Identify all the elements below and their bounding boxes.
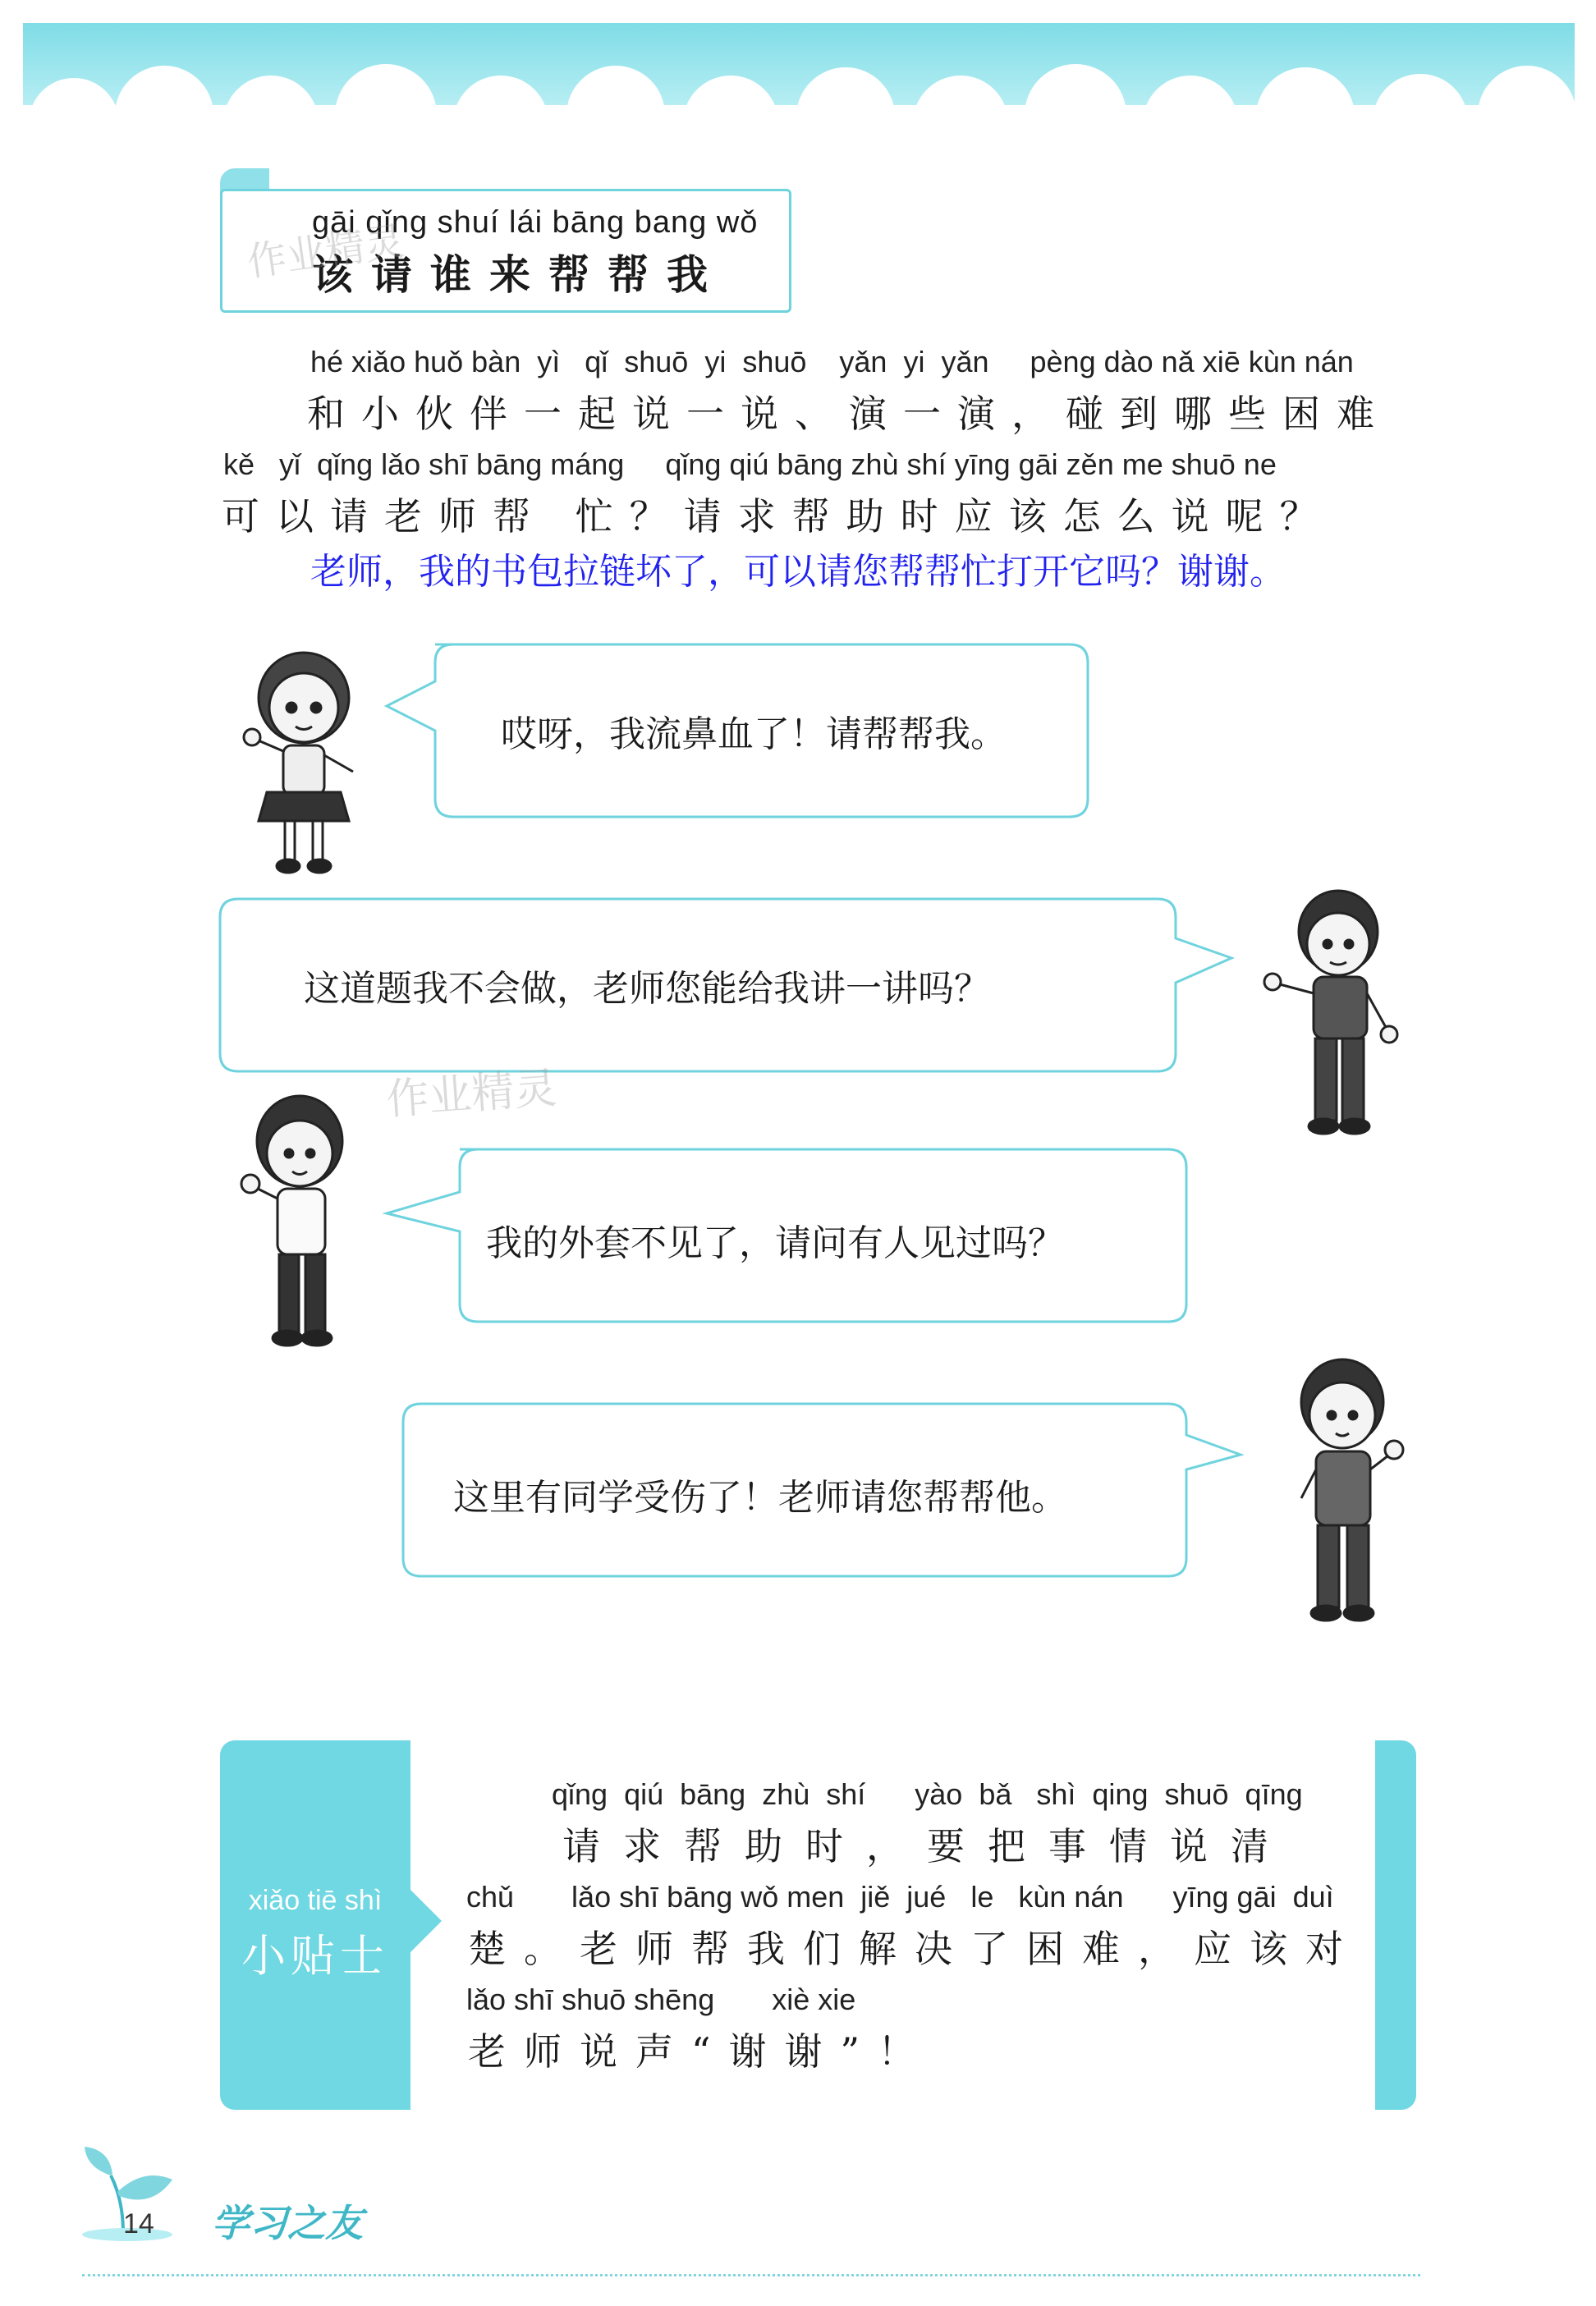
- instruction-line1-pinyin: hé xiǎo huǒ bàn yì qǐ shuō yi shuō yǎn yi yǎn pèng dào nǎ xiē kùn nán: [310, 345, 1354, 378]
- tip-line2-text: 楚。老师帮我们解决了困难，应该对: [468, 1927, 1361, 1971]
- girl-character-icon: [234, 649, 382, 887]
- instruction-line1-text: 和小伙伴一起说一说、演一演，碰到哪些困难: [307, 392, 1391, 436]
- tip-line3-text: 老师说声“谢谢”！: [468, 2029, 934, 2074]
- watermark: 作业精灵: [244, 218, 407, 287]
- tip-right-edge: [1375, 1740, 1416, 2110]
- header-cloud-band: [0, 0, 1596, 156]
- handwritten-answer: 老师，我的书包拉链坏了，可以请您帮帮忙打开它吗？谢谢。: [310, 551, 1286, 593]
- boy-with-hoodie-icon: [1268, 1355, 1416, 1634]
- tip-line1-text: 请求帮助时，要把事情说清: [562, 1824, 1291, 1868]
- tip-line3-pinyin: lǎo shī shuō shēng xiè xie: [466, 1983, 856, 2016]
- tip-label: 小贴士: [241, 1930, 389, 1982]
- dialogue-4-text: 这里有同学受伤了！老师请您帮帮他。: [453, 1477, 1067, 1519]
- tip-label-pinyin: xiǎo tiē shì: [248, 1885, 383, 1916]
- dialogue-3-text: 我的外套不见了，请问有人见过吗？: [486, 1222, 1064, 1264]
- instruction-line2-pinyin: kě yǐ qǐng lǎo shī bāng máng qǐng qiú bāng zhù shí yīng gāi zěn me shuō ne: [223, 447, 1277, 481]
- footer-divider: [82, 2274, 1420, 2276]
- instruction-line2-text: 可以请老师帮 忙？请求帮助时应该怎么说呢？: [222, 494, 1334, 539]
- girl-with-ponytail-icon: [238, 1092, 369, 1363]
- book-name-logo: 学习之友: [212, 2201, 363, 2245]
- title-pinyin: gāi qǐng shuí lái bāng bang wǒ: [312, 205, 759, 240]
- dialogue-1-text: 哎呀，我流鼻血了！请帮帮我。: [501, 713, 1007, 755]
- dialogue-2-text: 这道题我不会做，老师您能给我讲一讲吗？: [304, 968, 990, 1010]
- watermark-middle: 作业精灵: [384, 1063, 559, 1125]
- tip-line2-pinyin: chǔ lǎo shī bāng wǒ men jiě jué le kùn nán yīng gāi duì: [466, 1880, 1334, 1914]
- page-number: 14: [123, 2208, 154, 2240]
- tip-line1-pinyin: qǐng qiú bāng zhù shí yào bǎ shì qing shuō qīng: [552, 1777, 1303, 1811]
- boy-character-icon: [1248, 887, 1412, 1149]
- page-title: 该请谁来帮帮我: [312, 251, 726, 299]
- tip-pointer: [409, 1888, 442, 1954]
